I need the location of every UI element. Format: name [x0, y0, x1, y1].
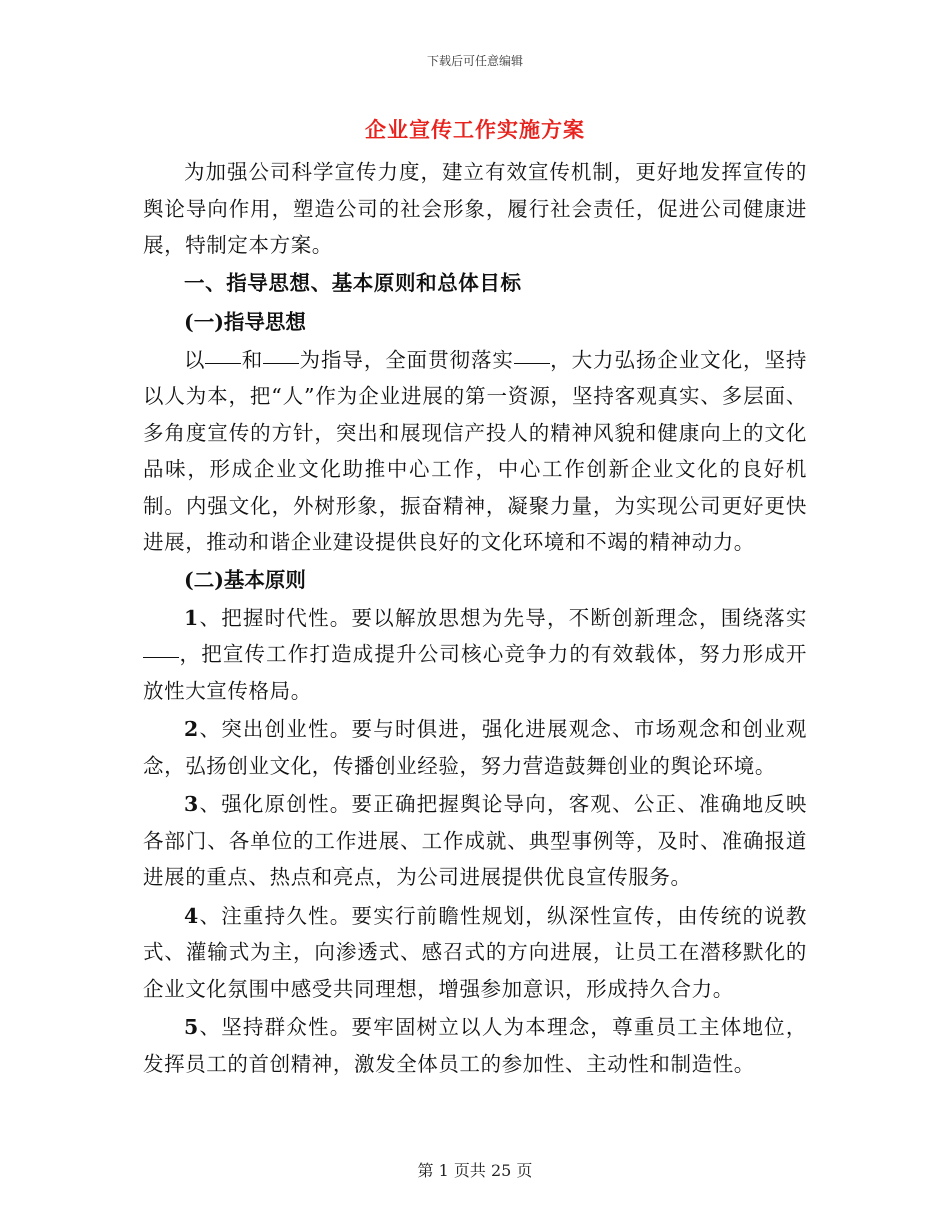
sub-heading-basic-principles: (二)基本原则	[184, 567, 306, 592]
principle-number: 2	[184, 717, 199, 741]
principle-number: 4	[184, 903, 199, 928]
fill-blank	[143, 656, 179, 658]
text-fragment: 和	[241, 347, 264, 372]
document-body	[143, 112, 807, 1084]
principle-text: 、把握时代性。要以解放思想为先导，不断创新理念，围绕落实	[198, 605, 807, 630]
principle-text: 、强化原创性。要正确把握舆论导向，客观、公正、准确地反映各部门、各单位的工作进展、工作成就、典型事例等，及时、准确报道进展的重点、热点和亮点，为公司进展提供优良宣传服务。	[143, 792, 807, 889]
principle-text: 、突出创业性。要与时俱进，强化进展观念、市场观念和创业观念，弘扬创业文化，传播创业经验，努力营造鼓舞创业的舆论环境。	[143, 717, 807, 778]
text-fragment: 为指导，全面贯彻落实	[299, 347, 514, 372]
fill-blank	[205, 362, 241, 364]
principle-item	[143, 711, 807, 784]
sub-heading-guiding-ideology: (一)指导思想	[184, 309, 306, 334]
section-heading-1: 一、指导思想、基本原则和总体目标	[184, 270, 522, 295]
principle-number: 3	[184, 792, 199, 816]
principle-text: ，把宣传工作打造成提升公司核心竞争力的有效载体，努力形成开放性大宣传格局。	[143, 642, 807, 703]
fill-blank	[263, 362, 299, 364]
intro-paragraph: 为加强公司科学宣传力度，建立有效宣传机制，更好地发挥宣传的舆论导向作用，塑造公司的社会形象，履行社会责任，促进公司健康进展，特制定本方案。	[143, 160, 807, 257]
page-footer: 第 1 页共 25 页	[417, 1161, 533, 1180]
principle-item	[143, 1009, 807, 1082]
principle-item	[143, 898, 807, 1008]
principle-text: 、坚持群众性。要牢固树立以人为本理念，尊重员工主体地位，发挥员工的首创精神，激发全体员工的参加性、主动性和制造性。	[143, 1015, 807, 1076]
principle-text: 、注重持久性。要实行前瞻性规划，纵深性宣传，由传统的说教式、灌输式为主，向渗透式、感召式的方向进展，让员工在潜移默化的企业文化氛围中感受共同理想，增强参加意识，形成持久合力。	[143, 903, 807, 1001]
document-title: 企业宣传工作实施方案	[365, 117, 585, 142]
principle-number: 1	[184, 605, 199, 630]
fill-blank	[514, 362, 550, 364]
principle-item	[143, 786, 807, 896]
guiding-ideology-paragraph	[143, 342, 807, 561]
text-fragment: ，大力弘扬企业文化，坚持以人为本，把“人”作为企业进展的第一资源，坚持客观真实、多层面、多角度宣传的方针，突出和展现信产投人的精神风貌和健康向上的文化品味，形成企业文化助推中心工作，中心工作创新企业文化的良好机制。内强文化，外树形象，振奋精神，凝聚力量，为实现公司更好更快进展，推动和谐企业建设提供良好的文化环境和不竭的精神动力。	[143, 347, 808, 554]
principle-number: 5	[184, 1015, 199, 1039]
principle-item	[143, 600, 807, 710]
text-fragment: 以	[184, 347, 206, 372]
page-header: 下载后可任意编辑	[426, 54, 523, 68]
